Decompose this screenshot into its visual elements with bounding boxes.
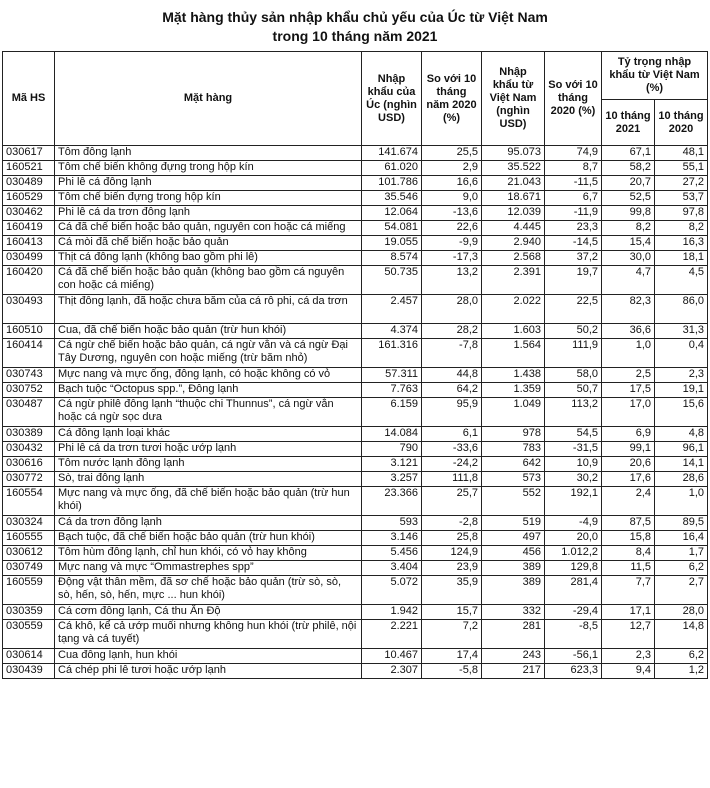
hs-code-cell: 030612 bbox=[3, 546, 55, 561]
import-au-cell: 3.404 bbox=[362, 561, 422, 576]
hs-code-cell: 030752 bbox=[3, 383, 55, 398]
share-2021-cell: 12,7 bbox=[602, 620, 655, 649]
import-vn-cell: 4.445 bbox=[482, 221, 545, 236]
share-2020-cell: 6,2 bbox=[655, 649, 708, 664]
hs-code-cell: 160554 bbox=[3, 487, 55, 516]
yoy-au-cell: 2,9 bbox=[422, 161, 482, 176]
import-vn-cell: 2.940 bbox=[482, 236, 545, 251]
yoy-au-cell: 22,6 bbox=[422, 221, 482, 236]
import-au-cell: 57.311 bbox=[362, 368, 422, 383]
share-2021-cell: 30,0 bbox=[602, 251, 655, 266]
product-name-cell: Cua đông lạnh, hun khói bbox=[55, 649, 362, 664]
import-vn-cell: 2.022 bbox=[482, 295, 545, 324]
yoy-au-cell: 64,2 bbox=[422, 383, 482, 398]
share-2021-cell: 8,2 bbox=[602, 221, 655, 236]
yoy-au-cell: 23,9 bbox=[422, 561, 482, 576]
import-au-cell: 3.146 bbox=[362, 531, 422, 546]
yoy-au-cell: -33,6 bbox=[422, 442, 482, 457]
yoy-vn-cell: 623,3 bbox=[545, 664, 602, 679]
table-row bbox=[3, 664, 708, 679]
import-vn-cell: 389 bbox=[482, 576, 545, 605]
yoy-au-cell: 124,9 bbox=[422, 546, 482, 561]
import-au-cell: 4.374 bbox=[362, 324, 422, 339]
hs-code-cell: 030617 bbox=[3, 146, 55, 161]
table-row bbox=[3, 236, 708, 251]
product-name-cell: Cá chép phi lê tươi hoặc ướp lạnh bbox=[55, 664, 362, 679]
product-name-cell: Cá cơm đông lạnh, Cá thu Ấn Độ bbox=[55, 605, 362, 620]
hs-code-cell: 030616 bbox=[3, 457, 55, 472]
product-name-cell: Tôm hùm đông lạnh, chỉ hun khói, có vỏ hay không bbox=[55, 546, 362, 561]
share-2020-cell: 1,7 bbox=[655, 546, 708, 561]
import-au-cell: 6.159 bbox=[362, 398, 422, 427]
table-row bbox=[3, 295, 708, 324]
import-vn-cell: 1.438 bbox=[482, 368, 545, 383]
yoy-vn-cell: 113,2 bbox=[545, 398, 602, 427]
table-row bbox=[3, 191, 708, 206]
hs-code-cell: 160559 bbox=[3, 576, 55, 605]
hs-code-cell: 160419 bbox=[3, 221, 55, 236]
yoy-vn-cell: -4,9 bbox=[545, 516, 602, 531]
yoy-vn-cell: 23,3 bbox=[545, 221, 602, 236]
yoy-vn-cell: 58,0 bbox=[545, 368, 602, 383]
table-row bbox=[3, 398, 708, 427]
share-2020-cell: 55,1 bbox=[655, 161, 708, 176]
product-name-cell: Phi lê cá da trơn tươi hoặc ướp lạnh bbox=[55, 442, 362, 457]
yoy-au-cell: 9,0 bbox=[422, 191, 482, 206]
hs-code-cell: 160555 bbox=[3, 531, 55, 546]
yoy-vn-cell: 111,9 bbox=[545, 339, 602, 368]
table-row bbox=[3, 457, 708, 472]
share-2021-cell: 99,1 bbox=[602, 442, 655, 457]
yoy-vn-cell: -14,5 bbox=[545, 236, 602, 251]
import-au-cell: 5.072 bbox=[362, 576, 422, 605]
product-name-cell: Cá đã chế biến hoặc bảo quản, nguyên con hoặc cá miếng bbox=[55, 221, 362, 236]
import-au-cell: 14.084 bbox=[362, 427, 422, 442]
import-vn-cell: 552 bbox=[482, 487, 545, 516]
header-product: Mặt hàng bbox=[55, 52, 362, 146]
table-row bbox=[3, 546, 708, 561]
header-share-2020: 10 tháng 2020 bbox=[655, 100, 708, 146]
import-au-cell: 23.366 bbox=[362, 487, 422, 516]
table-row bbox=[3, 146, 708, 161]
import-vn-cell: 21.043 bbox=[482, 176, 545, 191]
hs-code-cell: 030489 bbox=[3, 176, 55, 191]
share-2020-cell: 31,3 bbox=[655, 324, 708, 339]
table-row bbox=[3, 427, 708, 442]
hs-code-cell: 030559 bbox=[3, 620, 55, 649]
share-2021-cell: 36,6 bbox=[602, 324, 655, 339]
yoy-vn-cell: -8,5 bbox=[545, 620, 602, 649]
yoy-vn-cell: 50,7 bbox=[545, 383, 602, 398]
product-name-cell: Cá ngừ chế biến hoặc bảo quản, cá ngừ vằn và cá ngừ Đại Tây Dương, nguyên con hoặc miếng (trừ băm nhỏ) bbox=[55, 339, 362, 368]
import-vn-cell: 1.564 bbox=[482, 339, 545, 368]
share-2020-cell: 14,1 bbox=[655, 457, 708, 472]
share-2020-cell: 15,6 bbox=[655, 398, 708, 427]
header-yoy-au: So với 10 tháng năm 2020 (%) bbox=[422, 52, 482, 146]
import-au-cell: 1.942 bbox=[362, 605, 422, 620]
product-name-cell: Cua, đã chế biến hoặc bảo quản (trừ hun khói) bbox=[55, 324, 362, 339]
product-name-cell: Mực nang và mực “Ommastrephes spp” bbox=[55, 561, 362, 576]
import-vn-cell: 18.671 bbox=[482, 191, 545, 206]
yoy-vn-cell: 129,8 bbox=[545, 561, 602, 576]
hs-code-cell: 030359 bbox=[3, 605, 55, 620]
hs-code-cell: 030772 bbox=[3, 472, 55, 487]
import-vn-cell: 519 bbox=[482, 516, 545, 531]
yoy-au-cell: 25,8 bbox=[422, 531, 482, 546]
yoy-au-cell: 15,7 bbox=[422, 605, 482, 620]
hs-code-cell: 030439 bbox=[3, 664, 55, 679]
table-row bbox=[3, 221, 708, 236]
yoy-vn-cell: -31,5 bbox=[545, 442, 602, 457]
share-2020-cell: 19,1 bbox=[655, 383, 708, 398]
hs-code-cell: 160414 bbox=[3, 339, 55, 368]
yoy-au-cell: 25,7 bbox=[422, 487, 482, 516]
table-row bbox=[3, 472, 708, 487]
share-2020-cell: 28,6 bbox=[655, 472, 708, 487]
table-row bbox=[3, 620, 708, 649]
share-2020-cell: 28,0 bbox=[655, 605, 708, 620]
share-2021-cell: 58,2 bbox=[602, 161, 655, 176]
share-2021-cell: 87,5 bbox=[602, 516, 655, 531]
table-row bbox=[3, 531, 708, 546]
share-2021-cell: 6,9 bbox=[602, 427, 655, 442]
import-au-cell: 2.221 bbox=[362, 620, 422, 649]
product-name-cell: Tôm chế biến đựng trong hộp kín bbox=[55, 191, 362, 206]
product-name-cell: Mực nang và mực ống, đông lạnh, có hoặc không có vỏ bbox=[55, 368, 362, 383]
share-2020-cell: 89,5 bbox=[655, 516, 708, 531]
share-2021-cell: 17,6 bbox=[602, 472, 655, 487]
yoy-au-cell: 28,0 bbox=[422, 295, 482, 324]
share-2021-cell: 17,1 bbox=[602, 605, 655, 620]
import-au-cell: 101.786 bbox=[362, 176, 422, 191]
share-2021-cell: 99,8 bbox=[602, 206, 655, 221]
table-row bbox=[3, 368, 708, 383]
product-name-cell: Cá đông lạnh loại khác bbox=[55, 427, 362, 442]
table-row bbox=[3, 176, 708, 191]
hs-code-cell: 030614 bbox=[3, 649, 55, 664]
share-2020-cell: 86,0 bbox=[655, 295, 708, 324]
table-row bbox=[3, 161, 708, 176]
import-vn-cell: 35.522 bbox=[482, 161, 545, 176]
share-2020-cell: 1,2 bbox=[655, 664, 708, 679]
yoy-vn-cell: 10,9 bbox=[545, 457, 602, 472]
product-name-cell: Phi lê cá đông lạnh bbox=[55, 176, 362, 191]
import-vn-cell: 978 bbox=[482, 427, 545, 442]
import-vn-cell: 95.073 bbox=[482, 146, 545, 161]
share-2021-cell: 9,4 bbox=[602, 664, 655, 679]
share-2020-cell: 27,2 bbox=[655, 176, 708, 191]
hs-code-cell: 030432 bbox=[3, 442, 55, 457]
share-2021-cell: 67,1 bbox=[602, 146, 655, 161]
import-vn-cell: 1.049 bbox=[482, 398, 545, 427]
product-name-cell: Cá đã chế biến hoặc bảo quản (không bao gồm cá nguyên con hoặc cá miếng) bbox=[55, 266, 362, 295]
product-name-cell: Thịt đông lạnh, đã hoặc chưa băm của cá rô phi, cá da trơn bbox=[55, 295, 362, 324]
import-au-cell: 5.456 bbox=[362, 546, 422, 561]
share-2020-cell: 2,3 bbox=[655, 368, 708, 383]
header-hs-code: Mã HS bbox=[3, 52, 55, 146]
share-2020-cell: 97,8 bbox=[655, 206, 708, 221]
share-2021-cell: 20,7 bbox=[602, 176, 655, 191]
yoy-vn-cell: 20,0 bbox=[545, 531, 602, 546]
share-2020-cell: 96,1 bbox=[655, 442, 708, 457]
table-row bbox=[3, 206, 708, 221]
hs-code-cell: 160413 bbox=[3, 236, 55, 251]
product-name-cell: Bạch tuộc, đã chế biến hoặc bảo quản (trừ hun khói) bbox=[55, 531, 362, 546]
yoy-vn-cell: -56,1 bbox=[545, 649, 602, 664]
yoy-au-cell: -9,9 bbox=[422, 236, 482, 251]
yoy-vn-cell: 54,5 bbox=[545, 427, 602, 442]
table-row bbox=[3, 649, 708, 664]
share-2020-cell: 14,8 bbox=[655, 620, 708, 649]
share-2021-cell: 20,6 bbox=[602, 457, 655, 472]
yoy-au-cell: -17,3 bbox=[422, 251, 482, 266]
hs-code-cell: 160529 bbox=[3, 191, 55, 206]
hs-code-cell: 160420 bbox=[3, 266, 55, 295]
yoy-vn-cell: 30,2 bbox=[545, 472, 602, 487]
yoy-vn-cell: 19,7 bbox=[545, 266, 602, 295]
yoy-au-cell: 44,8 bbox=[422, 368, 482, 383]
yoy-au-cell: 111,8 bbox=[422, 472, 482, 487]
import-au-cell: 161.316 bbox=[362, 339, 422, 368]
product-name-cell: Mực nang và mực ống, đã chế biến hoặc bảo quản (trừ hun khói) bbox=[55, 487, 362, 516]
import-vn-cell: 783 bbox=[482, 442, 545, 457]
import-au-cell: 19.055 bbox=[362, 236, 422, 251]
hs-code-cell: 030749 bbox=[3, 561, 55, 576]
import-vn-cell: 642 bbox=[482, 457, 545, 472]
yoy-au-cell: 25,5 bbox=[422, 146, 482, 161]
import-vn-cell: 2.568 bbox=[482, 251, 545, 266]
hs-code-cell: 030324 bbox=[3, 516, 55, 531]
yoy-vn-cell: 50,2 bbox=[545, 324, 602, 339]
import-vn-cell: 217 bbox=[482, 664, 545, 679]
yoy-vn-cell: -29,4 bbox=[545, 605, 602, 620]
yoy-au-cell: 16,6 bbox=[422, 176, 482, 191]
hs-code-cell: 160510 bbox=[3, 324, 55, 339]
table-row bbox=[3, 324, 708, 339]
header-yoy-vn: So với 10 tháng 2020 (%) bbox=[545, 52, 602, 146]
yoy-vn-cell: 192,1 bbox=[545, 487, 602, 516]
import-au-cell: 790 bbox=[362, 442, 422, 457]
import-au-cell: 50.735 bbox=[362, 266, 422, 295]
share-2020-cell: 2,7 bbox=[655, 576, 708, 605]
yoy-au-cell: 17,4 bbox=[422, 649, 482, 664]
import-vn-cell: 281 bbox=[482, 620, 545, 649]
import-au-cell: 3.121 bbox=[362, 457, 422, 472]
share-2021-cell: 2,3 bbox=[602, 649, 655, 664]
import-au-cell: 8.574 bbox=[362, 251, 422, 266]
import-au-cell: 61.020 bbox=[362, 161, 422, 176]
yoy-au-cell: -7,8 bbox=[422, 339, 482, 368]
import-au-cell: 12.064 bbox=[362, 206, 422, 221]
product-name-cell: Cá ngừ philê đông lạnh “thuộc chi Thunnus”, cá ngừ vằn hoặc cá ngừ sọc dưa bbox=[55, 398, 362, 427]
table-row bbox=[3, 561, 708, 576]
hs-code-cell: 030493 bbox=[3, 295, 55, 324]
table-row bbox=[3, 442, 708, 457]
table-row bbox=[3, 383, 708, 398]
share-2020-cell: 18,1 bbox=[655, 251, 708, 266]
share-2020-cell: 8,2 bbox=[655, 221, 708, 236]
yoy-au-cell: 7,2 bbox=[422, 620, 482, 649]
product-name-cell: Tôm chế biến không đựng trong hộp kín bbox=[55, 161, 362, 176]
yoy-au-cell: 13,2 bbox=[422, 266, 482, 295]
yoy-vn-cell: -11,5 bbox=[545, 176, 602, 191]
import-vn-cell: 573 bbox=[482, 472, 545, 487]
import-vn-cell: 243 bbox=[482, 649, 545, 664]
share-2020-cell: 4,5 bbox=[655, 266, 708, 295]
yoy-vn-cell: 1.012,2 bbox=[545, 546, 602, 561]
yoy-au-cell: -2,8 bbox=[422, 516, 482, 531]
import-au-cell: 593 bbox=[362, 516, 422, 531]
yoy-au-cell: -13,6 bbox=[422, 206, 482, 221]
table-row bbox=[3, 339, 708, 368]
hs-code-cell: 030743 bbox=[3, 368, 55, 383]
share-2021-cell: 1,0 bbox=[602, 339, 655, 368]
yoy-vn-cell: -11,9 bbox=[545, 206, 602, 221]
import-vn-cell: 497 bbox=[482, 531, 545, 546]
share-2020-cell: 48,1 bbox=[655, 146, 708, 161]
header-import-vn: Nhập khẩu từ Việt Nam (nghìn USD) bbox=[482, 52, 545, 146]
yoy-vn-cell: 37,2 bbox=[545, 251, 602, 266]
import-au-cell: 2.457 bbox=[362, 295, 422, 324]
share-2020-cell: 4,8 bbox=[655, 427, 708, 442]
header-import-au: Nhập khẩu của Úc (nghìn USD) bbox=[362, 52, 422, 146]
share-2020-cell: 16,4 bbox=[655, 531, 708, 546]
yoy-vn-cell: 22,5 bbox=[545, 295, 602, 324]
table-row bbox=[3, 251, 708, 266]
share-2020-cell: 6,2 bbox=[655, 561, 708, 576]
header-share: Tỷ trọng nhập khẩu từ Việt Nam (%) bbox=[602, 52, 708, 100]
yoy-au-cell: 28,2 bbox=[422, 324, 482, 339]
yoy-au-cell: 6,1 bbox=[422, 427, 482, 442]
product-name-cell: Tôm nước lạnh đông lạnh bbox=[55, 457, 362, 472]
yoy-vn-cell: 281,4 bbox=[545, 576, 602, 605]
product-name-cell: Bạch tuộc “Octopus spp.”, Đông lạnh bbox=[55, 383, 362, 398]
hs-code-cell: 030499 bbox=[3, 251, 55, 266]
import-vn-cell: 456 bbox=[482, 546, 545, 561]
table-row bbox=[3, 576, 708, 605]
share-2021-cell: 15,8 bbox=[602, 531, 655, 546]
product-name-cell: Tôm đông lạnh bbox=[55, 146, 362, 161]
hs-code-cell: 030389 bbox=[3, 427, 55, 442]
product-name-cell: Sò, trai đông lạnh bbox=[55, 472, 362, 487]
share-2021-cell: 11,5 bbox=[602, 561, 655, 576]
import-au-cell: 2.307 bbox=[362, 664, 422, 679]
table-title bbox=[0, 0, 710, 51]
import-vn-cell: 2.391 bbox=[482, 266, 545, 295]
import-au-cell: 54.081 bbox=[362, 221, 422, 236]
share-2020-cell: 53,7 bbox=[655, 191, 708, 206]
import-au-cell: 10.467 bbox=[362, 649, 422, 664]
share-2021-cell: 17,5 bbox=[602, 383, 655, 398]
product-name-cell: Phi lê cá da trơn đông lạnh bbox=[55, 206, 362, 221]
share-2020-cell: 16,3 bbox=[655, 236, 708, 251]
product-name-cell: Cá da trơn đông lạnh bbox=[55, 516, 362, 531]
product-name-cell: Cá khô, kể cả ướp muối nhưng không hun khói (trừ philê, nội tạng và cá tuyết) bbox=[55, 620, 362, 649]
import-au-cell: 7.763 bbox=[362, 383, 422, 398]
share-2021-cell: 8,4 bbox=[602, 546, 655, 561]
yoy-au-cell: -24,2 bbox=[422, 457, 482, 472]
product-name-cell: Thịt cá đông lạnh (không bao gồm phi lê) bbox=[55, 251, 362, 266]
yoy-vn-cell: 8,7 bbox=[545, 161, 602, 176]
share-2021-cell: 2,5 bbox=[602, 368, 655, 383]
share-2021-cell: 2,4 bbox=[602, 487, 655, 516]
yoy-au-cell: 95,9 bbox=[422, 398, 482, 427]
hs-code-cell: 030487 bbox=[3, 398, 55, 427]
import-vn-cell: 12.039 bbox=[482, 206, 545, 221]
hs-code-cell: 160521 bbox=[3, 161, 55, 176]
import-vn-cell: 332 bbox=[482, 605, 545, 620]
share-2021-cell: 17,0 bbox=[602, 398, 655, 427]
share-2021-cell: 52,5 bbox=[602, 191, 655, 206]
table-row bbox=[3, 266, 708, 295]
share-2021-cell: 82,3 bbox=[602, 295, 655, 324]
share-2020-cell: 0,4 bbox=[655, 339, 708, 368]
seafood-import-table bbox=[2, 51, 708, 679]
share-2020-cell: 1,0 bbox=[655, 487, 708, 516]
yoy-vn-cell: 6,7 bbox=[545, 191, 602, 206]
import-vn-cell: 1.603 bbox=[482, 324, 545, 339]
table-row bbox=[3, 487, 708, 516]
table-row bbox=[3, 605, 708, 620]
share-2021-cell: 15,4 bbox=[602, 236, 655, 251]
title-line-1: Mặt hàng thủy sản nhập khẩu chủ yếu của Úc từ Việt Nam bbox=[162, 9, 548, 25]
import-vn-cell: 389 bbox=[482, 561, 545, 576]
title-line-2: trong 10 tháng năm 2021 bbox=[272, 28, 438, 44]
import-vn-cell: 1.359 bbox=[482, 383, 545, 398]
share-2021-cell: 7,7 bbox=[602, 576, 655, 605]
header-share-2021: 10 tháng 2021 bbox=[602, 100, 655, 146]
import-au-cell: 35.546 bbox=[362, 191, 422, 206]
share-2021-cell: 4,7 bbox=[602, 266, 655, 295]
import-au-cell: 3.257 bbox=[362, 472, 422, 487]
product-name-cell: Động vật thân mềm, đã sơ chế hoặc bảo quản (trừ sò, sò, sò, hến, sò, hến, mực ... hun khói) bbox=[55, 576, 362, 605]
import-au-cell: 141.674 bbox=[362, 146, 422, 161]
yoy-au-cell: -5,8 bbox=[422, 664, 482, 679]
hs-code-cell: 030462 bbox=[3, 206, 55, 221]
yoy-au-cell: 35,9 bbox=[422, 576, 482, 605]
product-name-cell: Cá mòi đã chế biến hoặc bảo quản bbox=[55, 236, 362, 251]
table-row bbox=[3, 516, 708, 531]
yoy-vn-cell: 74,9 bbox=[545, 146, 602, 161]
